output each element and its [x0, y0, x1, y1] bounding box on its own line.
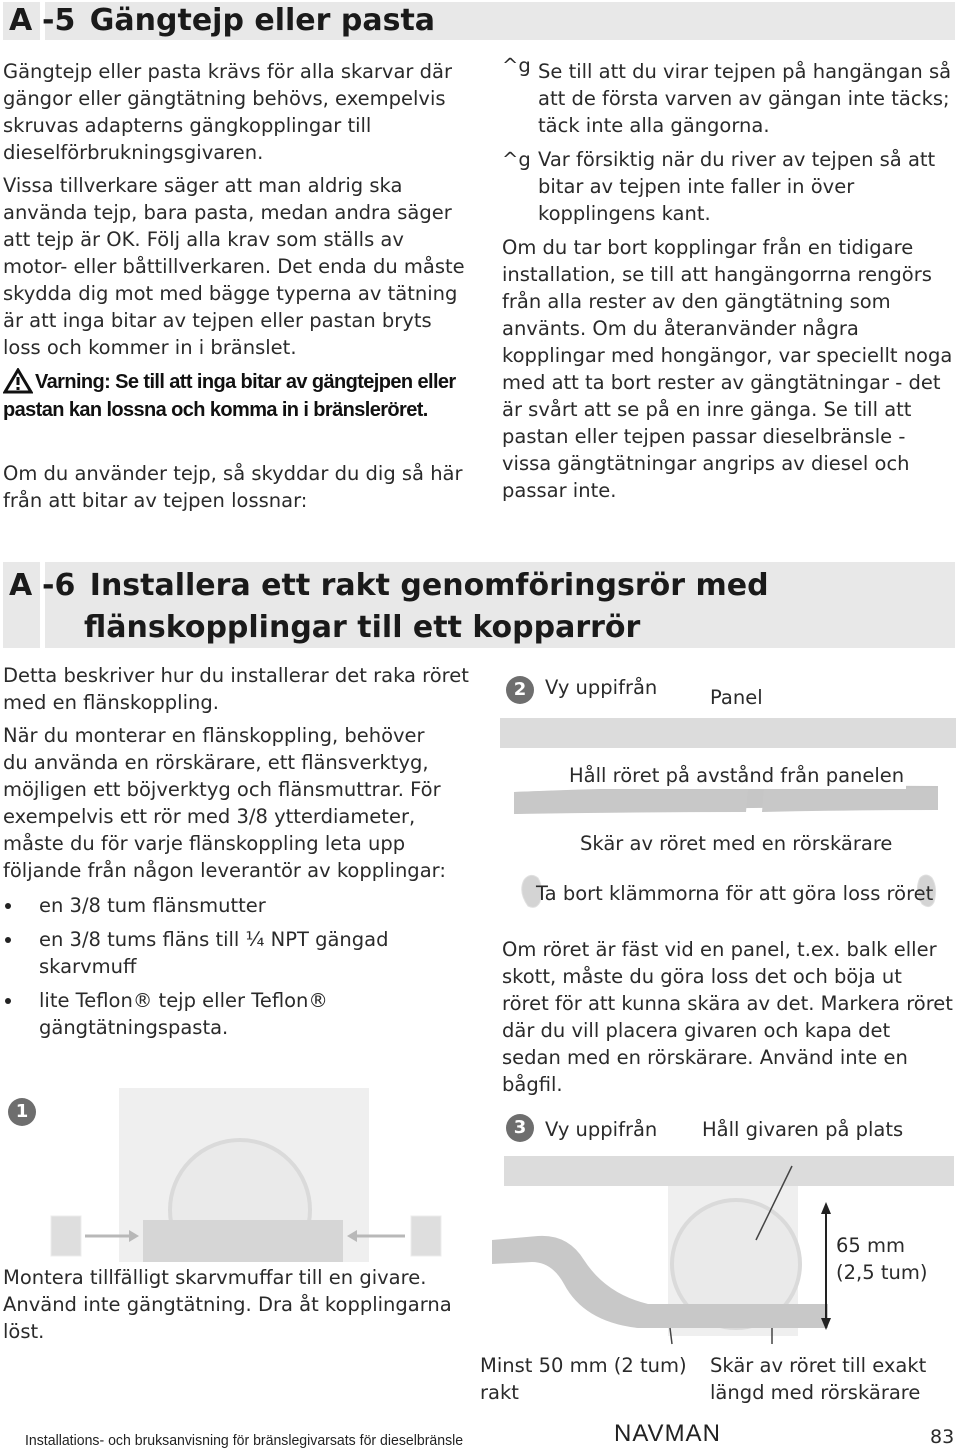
pipe-cut-left	[514, 788, 748, 814]
tip-marker: ^g	[502, 148, 531, 171]
list-item	[3, 987, 473, 1043]
panel-label: Panel	[710, 686, 763, 709]
bullet-icon	[5, 998, 11, 1004]
dimension-value: 65 mm	[836, 1234, 906, 1257]
diagram-label-line: längd med rörskärare	[710, 1381, 921, 1404]
panel-bar	[500, 718, 956, 748]
tip-item	[502, 146, 952, 227]
coupling-right	[411, 1216, 441, 1256]
dimension-label	[836, 1232, 927, 1286]
diagram-label-min-straight	[480, 1352, 687, 1406]
paragraph: Gängtejp eller pasta krävs för alla skarvar där gängor eller gängtätning behövs, exempelvis skruvas adapterns gängkopplingar till dieselförbrukningsgivaren.	[3, 60, 452, 164]
paragraph: Om du använder tejp, så skyddar du dig så här från att bitar av tejpen lossnar:	[3, 462, 463, 512]
coupling-left	[51, 1216, 81, 1256]
diagram-label-line: Skär av röret till exakt	[710, 1354, 927, 1377]
figure-number-badge: 1	[8, 1098, 36, 1126]
page-number: 83	[930, 1426, 955, 1448]
figure-number-badge: 3	[506, 1114, 534, 1142]
diagram-label-line: Minst 50 mm (2 tum)	[480, 1354, 687, 1377]
figure-number-badge: 2	[506, 676, 534, 704]
tip-marker: ^g	[502, 54, 531, 77]
warning-icon	[3, 368, 33, 394]
figure-1-diagram	[45, 1080, 445, 1280]
warning-text: Varning: Se till att inga bitar av gängtejpen eller pastan kan lossna och komma in i bränsleröret.	[3, 371, 456, 421]
section-number: -5	[42, 3, 76, 38]
diagram-label-line: rakt	[480, 1381, 519, 1404]
tip-text: Var försiktig när du river av tejpen så att bitar av tejpen inte faller in över kopplingens kant.	[538, 148, 936, 225]
warning-block	[3, 368, 473, 424]
section-number: -6	[42, 568, 76, 603]
paragraph: Om röret är fäst vid en panel, t.ex. balk eller skott, måste du göra loss det och böja ut röret för att kunna skära av det. Markera röret där du vill placera givaren och kapa det sedan med en rörskärare. Använd inte en bågfil.	[502, 938, 953, 1096]
figure-view-label: Vy uppifrån	[545, 676, 658, 699]
dimension-value-imperial: (2,5 tum)	[836, 1261, 928, 1284]
section-title	[42, 564, 769, 608]
panel-bar	[504, 1156, 954, 1186]
paragraph: Vissa tillverkare säger att man aldrig ska använda tejp, bara pasta, medan andra säger att tejp är OK. Följ alla krav som ställs av motor- eller båttillverkaren. Det enda du måste skydda dig mot med bägge typerna av tätning är att inga bitar av tejpen eller pastan bryts loss och kommer in i bränslet.	[3, 174, 465, 359]
diagram-label-hold-sensor: Håll givaren på plats	[702, 1118, 904, 1141]
pipe-cut-right	[762, 788, 938, 812]
list-item	[3, 926, 473, 982]
bullet-icon	[5, 937, 11, 943]
brand-logo: NAVMAN	[614, 1420, 721, 1447]
figure-view-label: Vy uppifrån	[545, 1118, 658, 1141]
list-item-text: lite Teflon® tejp eller Teflon® gängtätningspasta.	[39, 989, 328, 1039]
section-title-line2: flänskopplingar till ett kopparrör	[84, 610, 641, 645]
paragraph: Detta beskriver hur du installerar det raka röret med en flänskoppling.	[3, 664, 469, 714]
figure-caption: Montera tillfälligt skarvmuffar till en givare. Använd inte gängtätning. Dra åt kopplingarna löst.	[3, 1266, 452, 1343]
list-item-text: en 3/8 tum flänsmutter	[39, 894, 266, 917]
list-item-text: en 3/8 tums fläns till ¼ NPT gängad skarvmuff	[39, 928, 389, 978]
footer-text: Installations- och bruksanvisning för bränslegivarsats för dieselbränsle	[25, 1432, 464, 1449]
paragraph: När du monterar en flänskoppling, behöver du använda en rörskärare, ett flänsverktyg, möjligen ett böjverktyg och flänsmuttrar. För exempelvis ett rör med 3/8 ytterdiameter, måste du för varje flänskoppling leta upp följande från någon leverantör av kopplingar:	[3, 724, 446, 882]
section-title-line1: Installera ett rakt genomföringsrör med	[89, 568, 769, 603]
diagram-label-hold-pipe: Håll röret på avstånd från panelen	[569, 764, 905, 787]
tip-text: Se till att du virar tejpen på hangängan så att de första varven av gängan inte täcks; täck inte alla gängorna.	[538, 60, 952, 137]
bullet-icon	[5, 903, 11, 909]
section-title-text: Gängtejp eller pasta	[89, 3, 436, 38]
section-letter: A	[9, 3, 33, 38]
transducer-port	[143, 1220, 343, 1264]
diagram-label-cut-exact	[710, 1352, 926, 1406]
dimension-arrow-top	[821, 1202, 831, 1214]
paragraph: Om du tar bort kopplingar från en tidigare installation, se till att hangängorrna rengörs från alla rester av den gängtätning som använts. Om du återanvänder några kopplingar med hongängor, var speciellt noga med att ta bort rester av gängtätningar - det är svårt att se på en inre gänga. Se till att pastan eller tejpen passar dieselbränsle - vissa gängtätningar angrips av diesel och passar inte.	[502, 236, 953, 502]
diagram-label-clamps: Ta bort klämmorna för att göra loss röret	[536, 882, 934, 905]
section-title	[42, 0, 435, 43]
list-item	[3, 892, 473, 922]
diagram-label-cut: Skär av röret med en rörskärare	[580, 832, 893, 855]
section-letter: A	[9, 568, 33, 603]
tip-item	[502, 54, 952, 139]
